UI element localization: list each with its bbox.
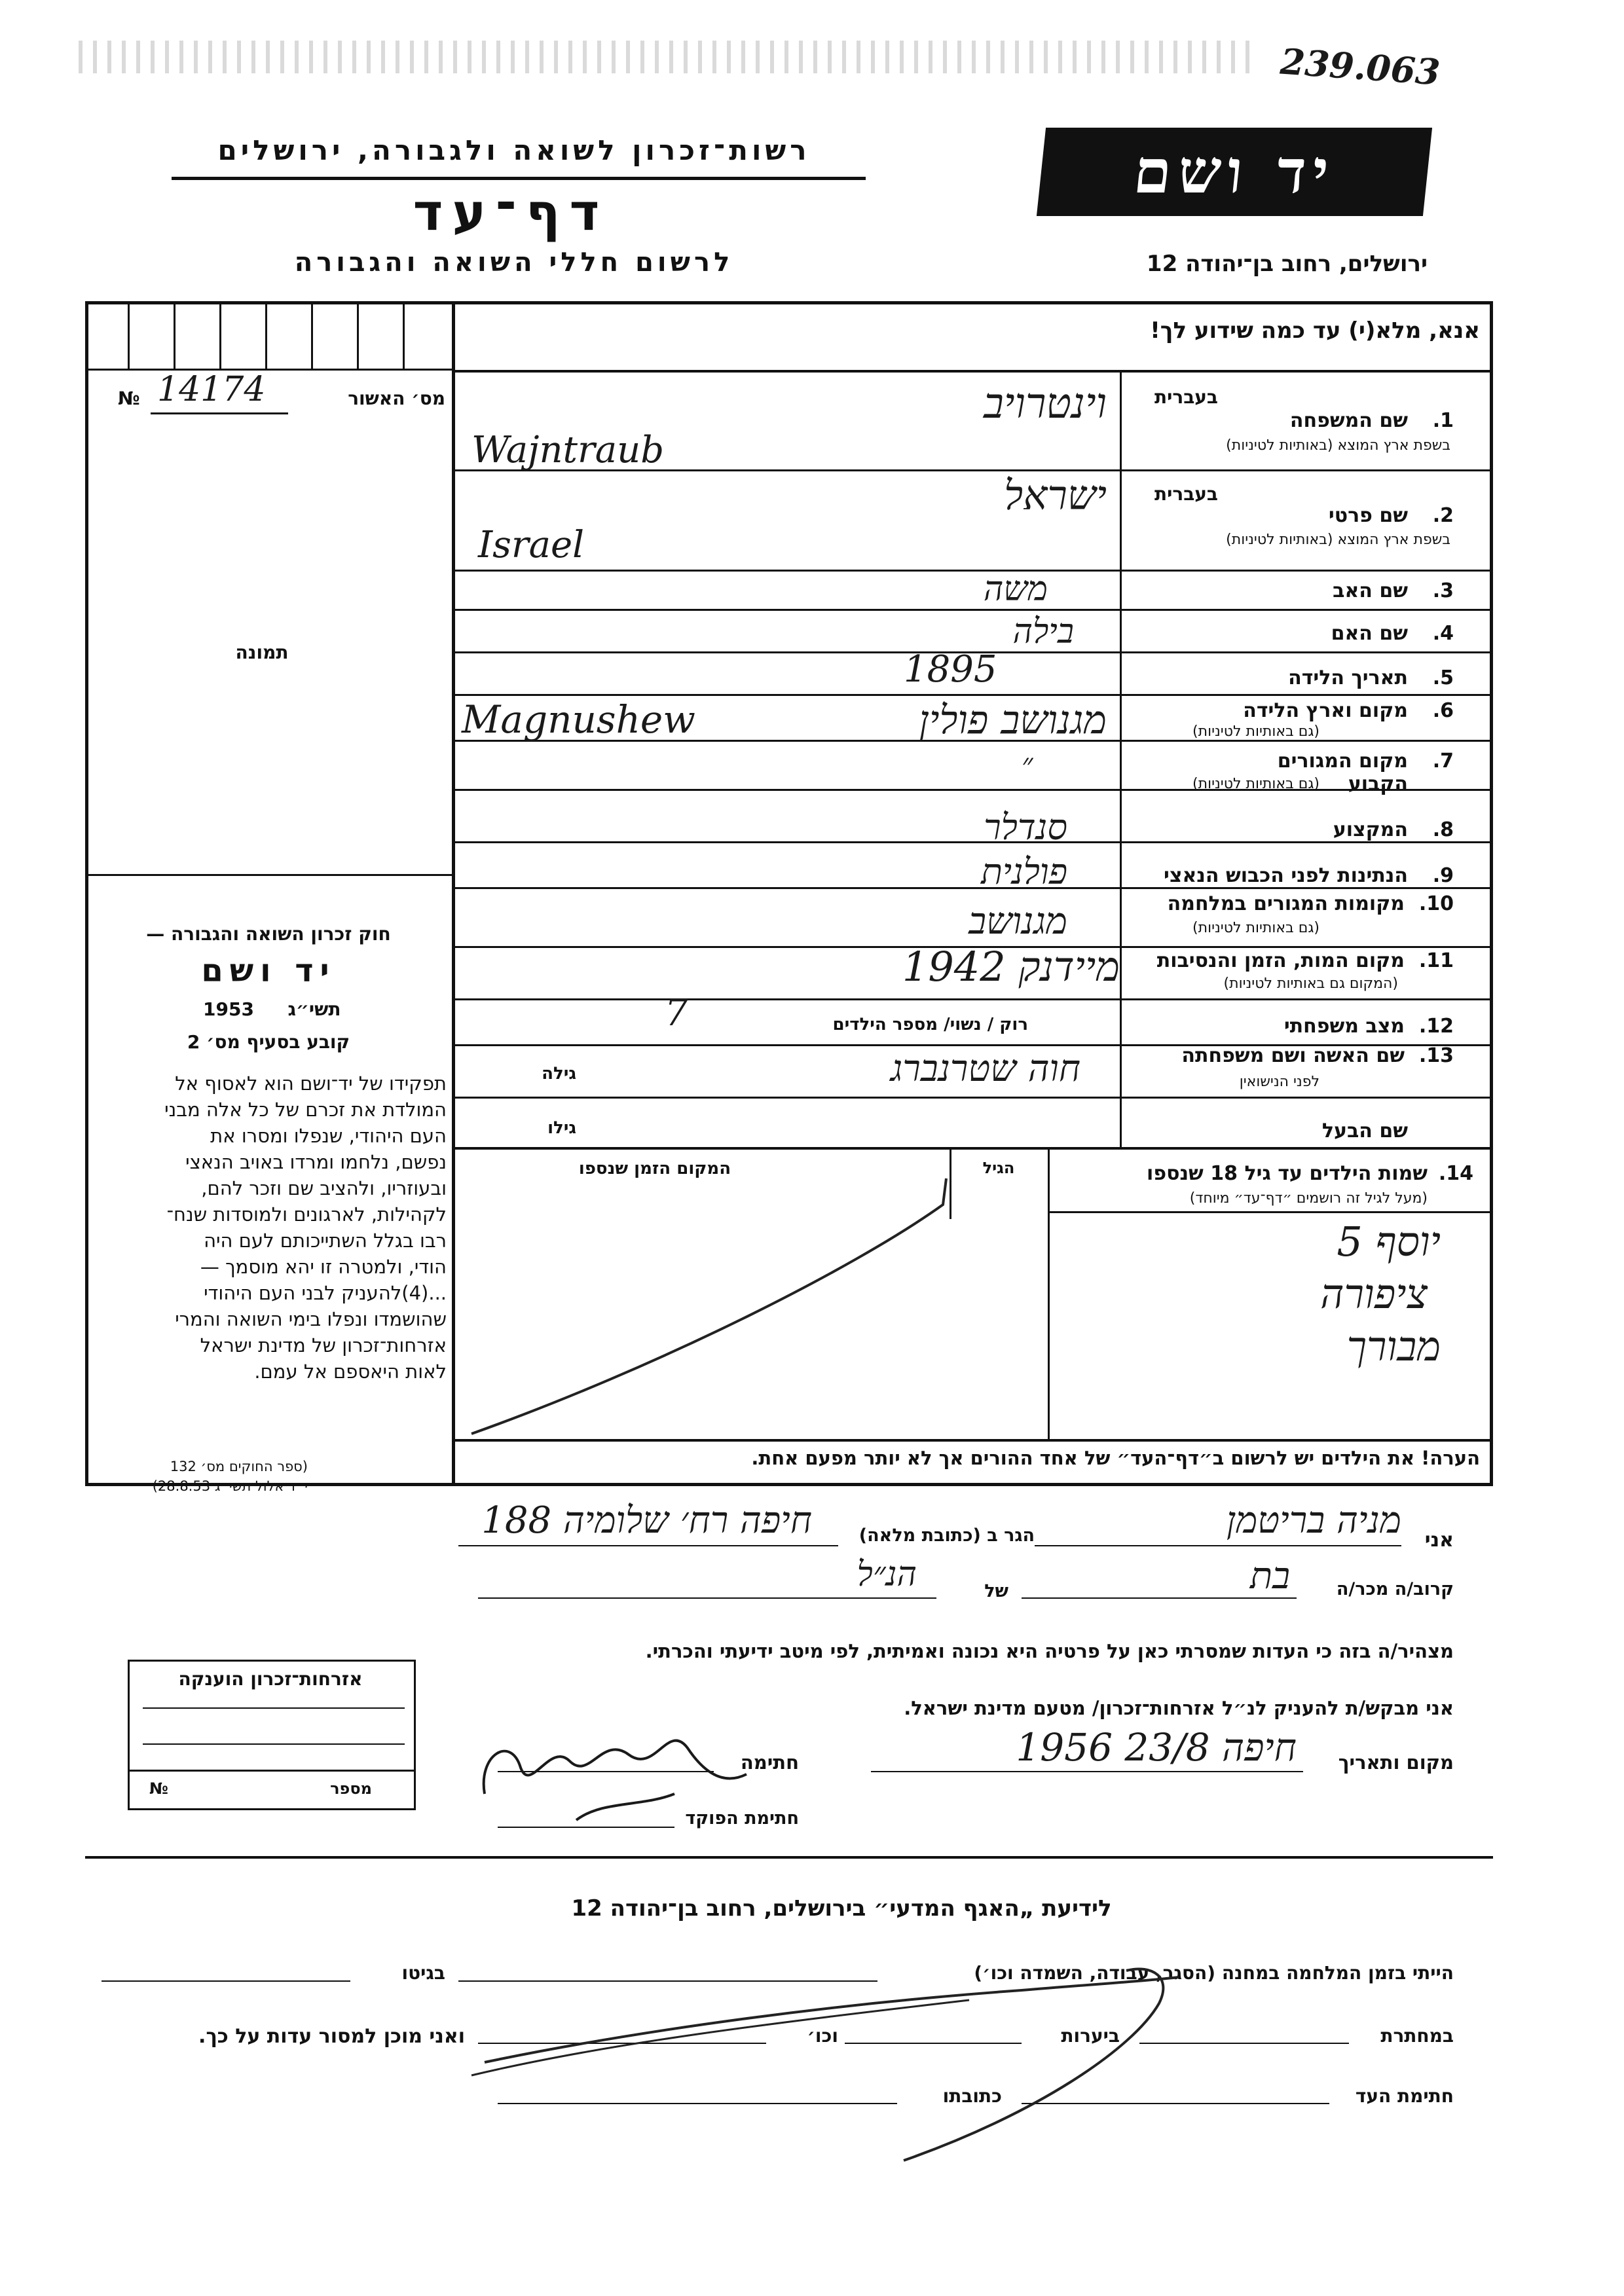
field-2-sub: בשפת ארץ המוצא (באותיות לטיניות) xyxy=(1226,532,1450,548)
field-11-value: מיידנק 1942 xyxy=(902,943,1120,991)
field-13-label: שם האשה ושם משפחתה xyxy=(1181,1044,1405,1067)
declarant-ani: אני xyxy=(1424,1529,1454,1552)
law-body-line: ...(4)להעניק לבני העם היהודי xyxy=(204,1282,447,1304)
field-11-label: מקום המות, הזמן והנסיבות xyxy=(1156,949,1405,972)
children-num: 14. xyxy=(1438,1162,1473,1185)
husband-age-label: גילו xyxy=(547,1118,576,1138)
children-top-rule xyxy=(452,1147,1493,1150)
field-1-hebrew-tag: בעברית xyxy=(1154,386,1218,408)
archive-address: כתובתו xyxy=(942,2085,1002,2107)
of-line xyxy=(478,1597,936,1599)
declarant-name-line xyxy=(1035,1545,1401,1546)
law-body-line: ובעוזריו, ולהציב שם וזכר להם, xyxy=(201,1177,447,1199)
form-subtitle: לרשום חללי השואה והגבורה xyxy=(294,247,734,278)
field-1-sub: בשפת ארץ המוצא (באותיות לטיניות) xyxy=(1226,437,1450,454)
address: ירושלים, רחוב בן־יהודה 12 xyxy=(1146,251,1428,277)
field-5-num: 5. xyxy=(1432,666,1454,689)
archive-forests: ביערות xyxy=(1061,2025,1120,2047)
law-body xyxy=(93,1070,447,1385)
faint-stamp xyxy=(79,41,1257,73)
law-body-line: אזרחות־זכרון של מדינת ישראל xyxy=(200,1334,447,1357)
field-10-sub: (גם באותיות לטיניות) xyxy=(1192,920,1320,936)
field-10-label: מקומות המגורים במלחמה xyxy=(1167,892,1405,915)
citizenship-number-label: מספר xyxy=(330,1779,372,1798)
form-title: דף־עד xyxy=(413,183,609,242)
official-line xyxy=(498,1827,674,1828)
law-body-line: לאות היאספם אל עמם. xyxy=(254,1360,447,1383)
relation-line xyxy=(1022,1597,1297,1599)
field-5-label: תאריך הלידה xyxy=(1288,666,1408,689)
archive-number: 239.063 xyxy=(1279,40,1442,94)
header-rule xyxy=(172,177,866,180)
child-name-1: יוסף 5 xyxy=(1337,1218,1441,1266)
archive-underground: במחתרת xyxy=(1380,2025,1454,2047)
signature-label: חתימה xyxy=(740,1751,799,1774)
field-6-label: מקום וארץ הלידה xyxy=(1243,699,1408,722)
approval-value: 14174 xyxy=(157,370,266,409)
law-body-line: הודי, ולמטרה זו יהא מוסמך — xyxy=(200,1256,447,1278)
place-date-label: מקום ותאריך xyxy=(1338,1751,1454,1774)
field-12-num: 12. xyxy=(1418,1015,1454,1038)
field-2-num: 2. xyxy=(1432,504,1454,527)
children-header-rule xyxy=(1048,1211,1493,1213)
field-1-num: 1. xyxy=(1432,409,1454,432)
remark: הערה! את הילדים יש לרשום ב״דף־העד״ של אחד ההורים אך לא יותר מפעם אחת. xyxy=(751,1447,1480,1469)
approval-underline xyxy=(151,412,288,414)
place-date-line xyxy=(871,1771,1303,1772)
field-2-hebrew-tag: בעברית xyxy=(1154,483,1218,505)
law-title: חוק זכרון השואה והגבורה — xyxy=(146,923,391,945)
declarant-name: מניה בריטמן xyxy=(1226,1499,1401,1542)
field-10-num: 10. xyxy=(1418,892,1454,915)
instructions: אנא, מלא(י) עד כמה שידוע לך! xyxy=(1150,318,1480,344)
law-body-line: המולדת את זכרם של כל אלה מבני xyxy=(164,1099,447,1121)
field-1-label: שם המשפחה xyxy=(1289,409,1408,432)
field-10-value: מגנושב xyxy=(969,900,1067,943)
field-3-label: שם האב xyxy=(1333,579,1408,602)
law-year: 1953 xyxy=(203,998,254,1020)
child-name-2: ציפורה xyxy=(1320,1270,1428,1318)
field-13-sub: לפני הנישואין xyxy=(1239,1074,1320,1090)
field-2-value-latin: Israel xyxy=(478,524,585,566)
field-7-value: ״ xyxy=(1022,746,1033,782)
field-13-age-label: גילה xyxy=(542,1064,576,1084)
citizenship-box xyxy=(128,1660,416,1810)
archive-ghetto-rule xyxy=(101,1980,350,1982)
logo-text: יד ושם xyxy=(1130,136,1338,207)
law-body-line: תפקידו של יד־ושם הוא לאסוף אל xyxy=(175,1072,447,1095)
relation-label: קרוב/ה מכר/ה xyxy=(1336,1579,1454,1599)
field-9-num: 9. xyxy=(1432,864,1454,887)
pen-strokes xyxy=(445,1951,1198,2167)
archive-etc: וכו׳ xyxy=(807,2025,838,2047)
field-8-value: סנדלר xyxy=(984,807,1067,848)
field-5-value: 1895 xyxy=(904,648,997,691)
request: אני מבקש/ת להעניק לנ״ל אזרחות־זכרון/ מטעם מדינת ישראל. xyxy=(904,1697,1454,1719)
address-line xyxy=(458,1545,838,1546)
field-6-sub: (גם באותיות לטיניות) xyxy=(1192,723,1320,740)
of-label: של xyxy=(984,1581,1008,1601)
tick-strip xyxy=(88,304,452,370)
law-org: יד ושם xyxy=(201,953,336,989)
field-2-label: שם פרטי xyxy=(1328,504,1408,527)
photo-label: תמונה xyxy=(235,642,289,663)
field-9-label: הנתינות לפני הכבוש הנאצי xyxy=(1164,864,1408,887)
archive-witness-signature: חתימת העד xyxy=(1355,2085,1454,2107)
field-9-value: פולנית xyxy=(980,851,1067,892)
field-6-num: 6. xyxy=(1432,699,1454,722)
field-6-value-latin: Magnushew xyxy=(462,697,695,742)
field-8-num: 8. xyxy=(1432,818,1454,841)
declarant-address: חיפה רח׳ שלומיה 188 xyxy=(481,1499,812,1542)
archive-section-rule xyxy=(85,1856,1493,1859)
law-source-2: י״ד אלול תשי״ג 28.8.53) xyxy=(152,1478,308,1494)
field-12-label: מצב משפחתי xyxy=(1283,1015,1405,1038)
children-title: שמות הילדים עד גיל 18 שנספו xyxy=(1147,1162,1428,1185)
field-7-sub: (גם באותיות לטיניות) xyxy=(1192,776,1320,792)
approval-label: מס׳ האשור xyxy=(348,388,445,409)
law-body-line: שהושמדו ונפלו בימי השואה והמרי xyxy=(175,1308,447,1330)
field-8-label: המקצוע xyxy=(1333,818,1408,841)
field-1-value-hebrew: וינטרויב xyxy=(983,380,1107,428)
husband-label: שם הבעל xyxy=(1321,1120,1408,1142)
citizenship-no-mark: № xyxy=(149,1779,168,1798)
field-3-num: 3. xyxy=(1432,579,1454,602)
field-13-num: 13. xyxy=(1418,1044,1454,1067)
law-body-line: העם היהודי, שנפלו ומסרו את xyxy=(210,1125,447,1147)
children-age-col: הגיל xyxy=(982,1159,1015,1177)
child-name-3: מבורך xyxy=(1346,1322,1441,1370)
law-clause: קובע בסעיף מס׳ 2 xyxy=(187,1031,350,1053)
field-2-value-hebrew: ישראל xyxy=(1004,471,1107,519)
of-value: הנ״ל xyxy=(857,1555,917,1594)
archive-title: לידיעת „האגף המדעי״ בירושלים, רחוב בן־יהודה 12 xyxy=(571,1895,1112,1922)
archive-line1: הייתי בזמן המלחמה במחנה (הסגר, עבודה, השמדה וכו׳) xyxy=(974,1962,1454,1984)
law-body-line: נפשם, נלחמו ומרדו באויב הנאצי xyxy=(185,1151,447,1173)
children-col-divider xyxy=(1048,1147,1050,1442)
field-11-num: 11. xyxy=(1418,949,1454,972)
field-7-num: 7. xyxy=(1432,750,1454,773)
children-place-col: המקום הזמן שנספו xyxy=(578,1159,731,1178)
archive-line2-end: ואני מוכן למסור עדות על כך. xyxy=(198,2025,465,2048)
place-date-value: חיפה 23/8 1956 xyxy=(1016,1725,1297,1770)
institution-line: רשות־זכרון לשואה ולגבורה, ירושלים xyxy=(217,134,811,166)
approval-no-mark: № xyxy=(118,388,140,409)
law-year-he: תשי״ג xyxy=(287,998,341,1020)
field-1-value-latin: Wajntraub xyxy=(471,429,665,471)
field-4-label: שם האם xyxy=(1331,622,1408,645)
citizenship-title: אזרחות־זכרון הוענקה xyxy=(178,1668,363,1690)
field-12-children: 7 xyxy=(665,992,688,1034)
resides-label: הגר ב (כתובת מלאה) xyxy=(858,1525,1035,1546)
field-11-sub: (המקום גם באותיות לטיניות) xyxy=(1223,975,1398,992)
official-label: חתימת הפוקד xyxy=(685,1808,799,1829)
field-3-value: משה xyxy=(983,570,1048,609)
field-13-value: חוה שטרנברג xyxy=(890,1048,1080,1090)
law-box-top-rule xyxy=(85,874,452,876)
archive-line1-end: בגיטו xyxy=(401,1962,445,1984)
law-body-line: לקהילות, לארגונים ולמוסדות שנח־ xyxy=(166,1203,447,1226)
strike-line xyxy=(458,1152,1048,1440)
field-6-value-hebrew: מגנושב פולין xyxy=(919,697,1107,743)
law-source-1: (ספר החוקים מס׳ 132 xyxy=(170,1459,308,1474)
law-body-line: רבו בגלל השתייכותם לעם היה xyxy=(204,1230,447,1252)
relation-value: בת xyxy=(1249,1555,1290,1597)
field-7-label: מקום המגורים הקבוע xyxy=(1277,750,1408,795)
yad-vashem-logo xyxy=(1037,128,1432,216)
field-4-value: בילה xyxy=(1012,612,1074,651)
declaration: מצהיר/ה בזה כי העדות שמסרתי כאן על פרטיה היא נכונה ואמיתית, לפי מיטב ידיעתי והכרתי. xyxy=(645,1640,1454,1662)
field-4-num: 4. xyxy=(1432,622,1454,645)
field-12-options: רוק / נשוי/ מספר הילדים xyxy=(832,1015,1028,1034)
children-note: (מעל לגיל זה רושמים ״דף־עד״ מיוחד) xyxy=(1189,1190,1428,1207)
